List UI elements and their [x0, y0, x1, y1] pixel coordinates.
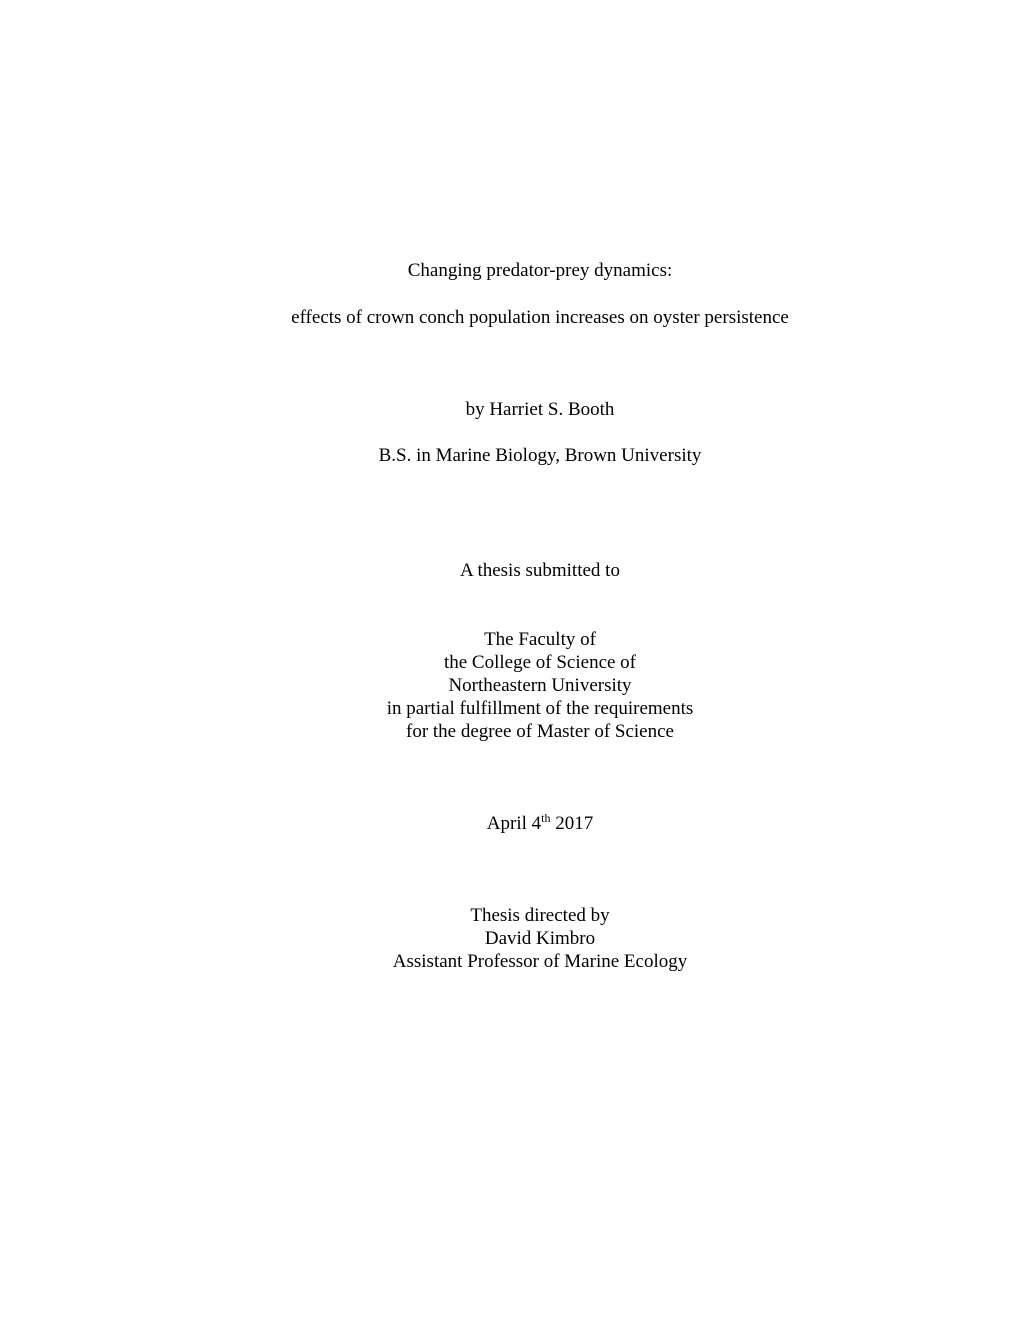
director-line: Thesis directed by — [470, 905, 610, 926]
author-degree: B.S. in Marine Biology, Brown University — [378, 445, 702, 466]
date-year: 2017 — [550, 813, 594, 834]
institution-line: for the degree of Master of Science — [406, 721, 674, 742]
submission-statement: A thesis submitted to — [460, 560, 620, 581]
date-ordinal-suffix: th — [541, 811, 551, 825]
thesis-title-line-1: Changing predator-prey dynamics: — [407, 260, 673, 281]
thesis-title-line-2: effects of crown conch population increases on oyster persistence — [291, 307, 789, 328]
director-block — [0, 904, 1020, 973]
director-name: David Kimbro — [484, 928, 596, 949]
date-month-day: April 4 — [486, 813, 542, 834]
institution-line: in partial fulfillment of the requirements — [386, 698, 694, 719]
director-title: Assistant Professor of Marine Ecology — [392, 951, 688, 972]
submission-date — [0, 812, 1020, 835]
institution-line: The Faculty of — [484, 629, 596, 650]
institution-line: the College of Science of — [443, 652, 637, 673]
institution-block — [0, 628, 1020, 743]
institution-line: Northeastern University — [448, 675, 632, 696]
author-byline: by Harriet S. Booth — [465, 399, 615, 420]
